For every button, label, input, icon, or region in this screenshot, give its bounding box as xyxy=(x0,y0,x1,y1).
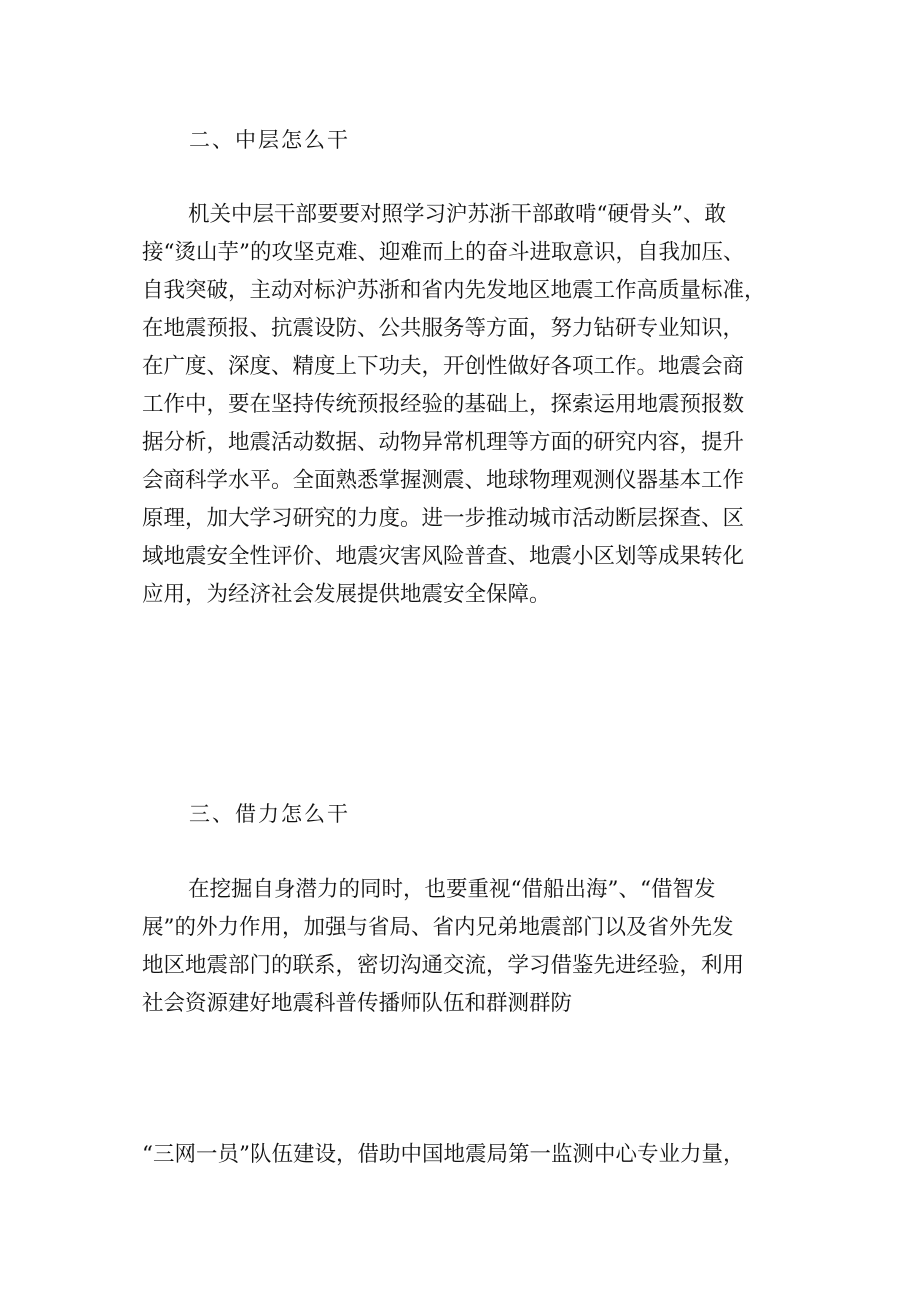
section-heading-leverage: 三、借力怎么干 xyxy=(189,802,350,826)
paragraph-line: 机关中层干部要要对照学习沪苏浙干部敢啃“硬骨头”、敢 xyxy=(188,202,726,227)
paragraph-line: 原理，加大学习研究的力度。进一步推动城市活动断层探查、区 xyxy=(142,506,745,531)
paragraph-line: 工作中，要在坚持传统预报经验的基础上，探索运用地震预报数 xyxy=(142,392,745,417)
paragraph-line: 据分析，地震活动数据、动物异常机理等方面的研究内容，提升 xyxy=(142,430,745,455)
paragraph-line: 在地震预报、抗震设防、公共服务等方面，努力钻研专业知识， xyxy=(142,316,745,341)
paragraph-line: 在挖掘自身潜力的同时，也要重视“借船出海”、“借智发 xyxy=(188,877,716,902)
paragraph-continuation-line: “三网一员”队伍建设，借助中国地震局第一监测中心专业力量， xyxy=(142,1142,745,1167)
paragraph-line: 域地震安全性评价、地震灾害风险普查、地震小区划等成果转化 xyxy=(142,544,745,569)
paragraph-line: 自我突破，主动对标沪苏浙和省内先发地区地震工作高质量标准， xyxy=(142,278,766,303)
paragraph-line: 会商科学水平。全面熟悉掌握测震、地球物理观测仪器基本工作 xyxy=(142,468,745,493)
paragraph-line: 展”的外力作用，加强与省局、省内兄弟地震部门以及省外先发 xyxy=(142,915,734,940)
paragraph-line: 应用，为经济社会发展提供地震安全保障。 xyxy=(142,582,551,607)
paragraph-line: 接“烫山芋”的攻坚克难、迎难而上的奋斗进取意识，自我加压、 xyxy=(142,240,745,265)
paragraph-line: 社会资源建好地震科普传播师队伍和群测群防 xyxy=(142,991,573,1016)
paragraph-line: 在广度、深度、精度上下功夫，开创性做好各项工作。地震会商 xyxy=(142,354,745,379)
paragraph-line: 地区地震部门的联系，密切沟通交流，学习借鉴先进经验，利用 xyxy=(142,953,745,978)
section-heading-middle-level: 二、中层怎么干 xyxy=(189,128,350,152)
